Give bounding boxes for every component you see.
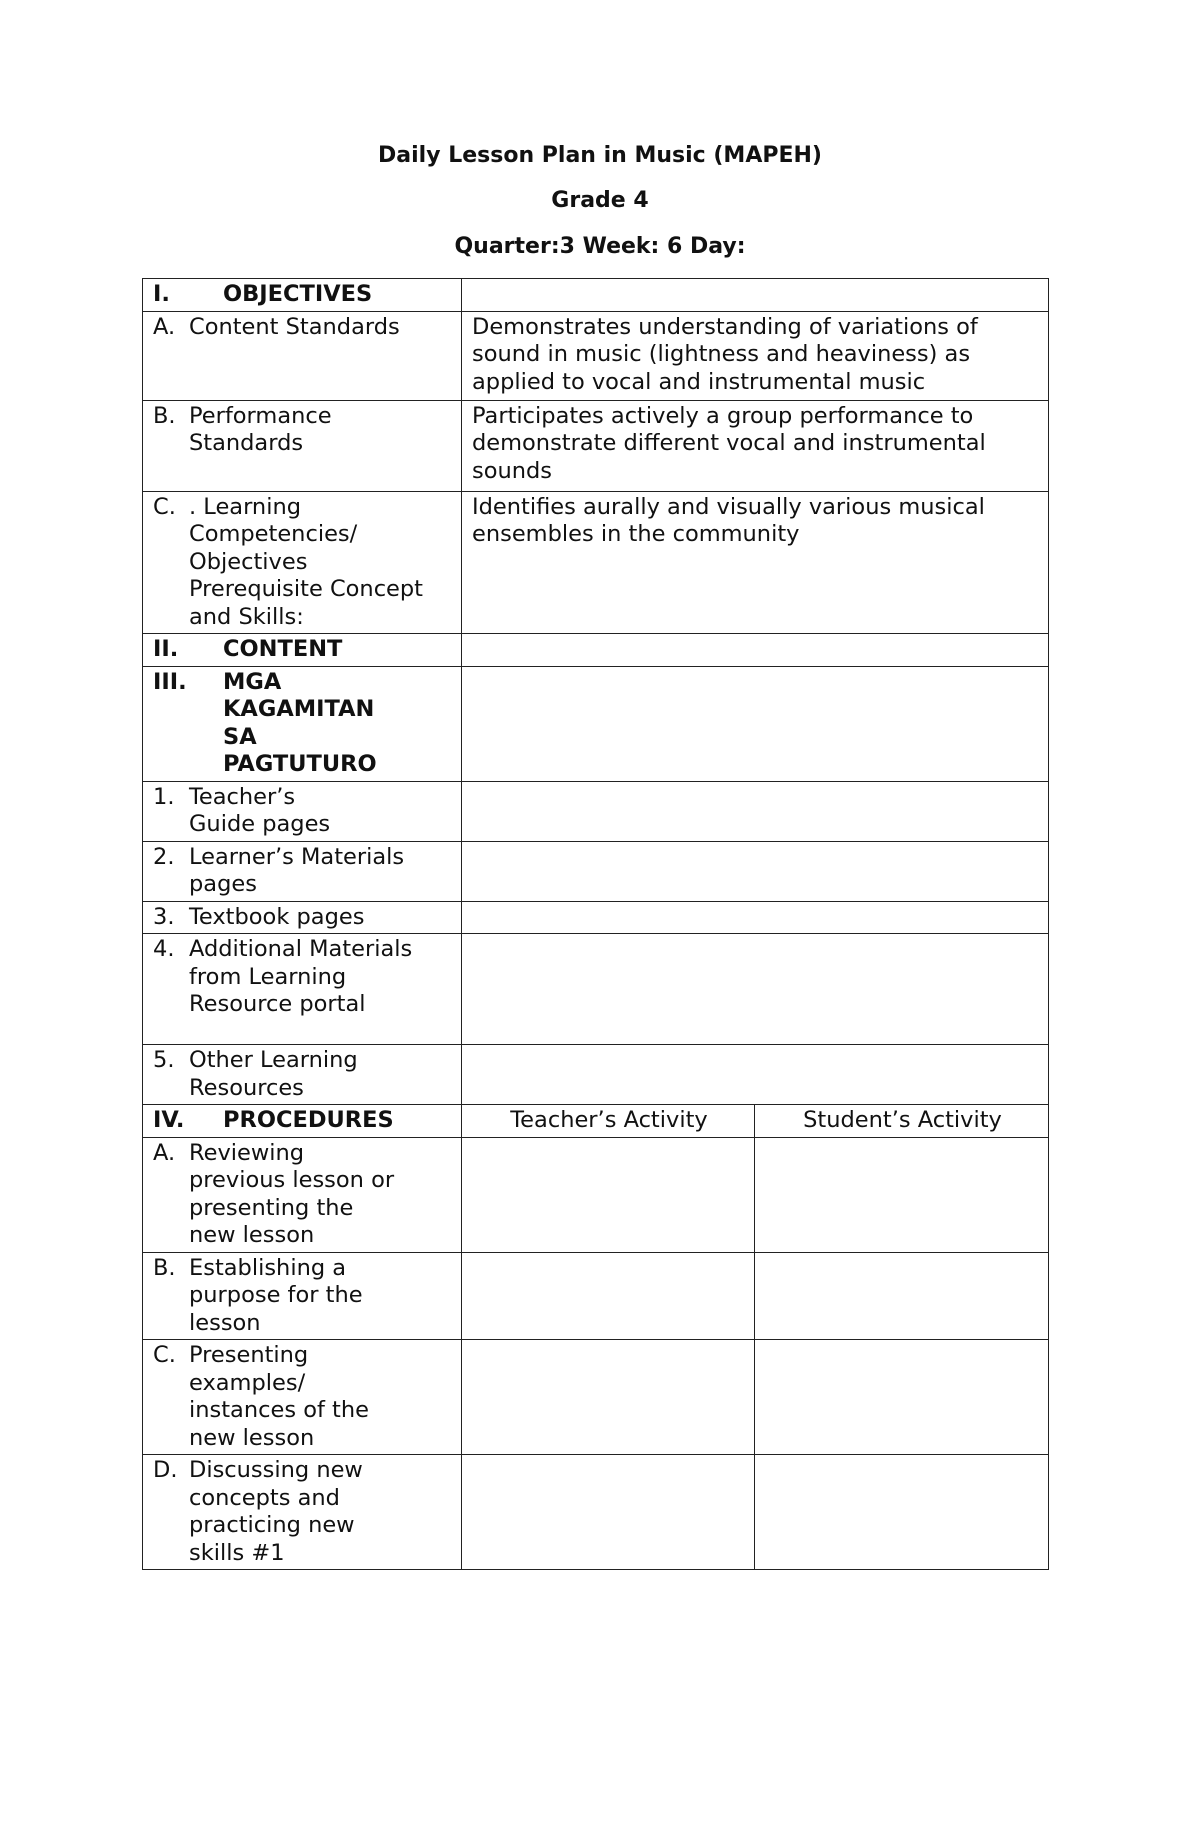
quarter-week-day: Quarter:3 Week: 6 Day: — [454, 234, 746, 259]
section-number: I. — [153, 281, 170, 307]
performance-standards-value: Participates actively a group performance to demonstrate different vocal and instrumental sounds — [462, 400, 1049, 491]
table-row — [143, 781, 1049, 841]
row-label-text: Discussing new concepts and practicing new skills #1 — [189, 1457, 363, 1566]
student-activity-cell — [755, 1252, 1049, 1340]
section-number: III. — [153, 668, 187, 695]
row-value — [462, 1045, 1049, 1105]
row-label — [143, 1340, 462, 1455]
teacher-activity-header: Teacher’s Activity — [462, 1105, 755, 1138]
materials-value — [462, 666, 1049, 781]
table-row — [143, 841, 1049, 901]
grade-label: Grade 4 — [551, 188, 649, 213]
section-number: IV. — [153, 1107, 185, 1133]
row-label-text: Establishing a purpose for the lesson — [189, 1254, 363, 1336]
row-label-text: Additional Materials from Learning Resource portal — [189, 936, 413, 1017]
row-number: B. — [153, 1254, 176, 1281]
section-content — [143, 634, 462, 667]
row-number: A. — [153, 313, 176, 340]
row-label — [143, 1252, 462, 1340]
row-label — [143, 1137, 462, 1252]
student-activity-cell — [755, 1340, 1049, 1455]
learning-competencies-value: Identifies aurally and visually various musical ensembles in the community — [462, 491, 1049, 634]
row-number: C. — [153, 1342, 176, 1368]
row-number: 1. — [153, 783, 175, 810]
row-number: C. — [153, 493, 176, 520]
row-label-text: Content Standards — [189, 313, 400, 340]
student-activity-cell — [755, 1455, 1049, 1570]
table-row — [143, 279, 1049, 312]
objectives-value — [462, 279, 1049, 312]
row-label — [143, 901, 462, 934]
row-label-text: Performance Standards — [189, 402, 332, 456]
table-row — [143, 491, 1049, 634]
row-number: 3. — [153, 903, 175, 930]
teacher-activity-cell — [462, 1137, 755, 1252]
row-number: A. — [153, 1139, 176, 1166]
row-label-text: Teacher’s Guide pages — [189, 783, 331, 837]
table-row — [143, 1252, 1049, 1340]
section-label: CONTENT — [223, 636, 343, 662]
table-row — [143, 1455, 1049, 1570]
lesson-plan-table — [142, 278, 1049, 1570]
table-row — [143, 666, 1049, 781]
row-label — [143, 841, 462, 901]
content-value — [462, 634, 1049, 667]
row-label-text: Learner’s Materials pages — [189, 843, 405, 897]
row-value — [462, 934, 1049, 1045]
section-label: OBJECTIVES — [223, 281, 373, 307]
row-label-text: Other Learning Resources — [189, 1047, 358, 1101]
section-objectives — [143, 279, 462, 312]
section-number: II. — [153, 636, 179, 662]
table-row — [143, 400, 1049, 491]
row-number: 2. — [153, 843, 175, 870]
row-value — [462, 841, 1049, 901]
row-value — [462, 901, 1049, 934]
row-label-text: . Learning Competencies/ Objectives Prerequisite Concept and Skills: — [189, 493, 424, 630]
row-label — [143, 781, 462, 841]
document-title: Daily Lesson Plan in Music (MAPEH) — [378, 143, 822, 168]
row-label — [143, 934, 462, 1045]
row-label — [143, 1045, 462, 1105]
row-label-text: Reviewing previous lesson or presenting the new lesson — [189, 1139, 395, 1248]
table-row — [143, 311, 1049, 400]
teacher-activity-cell — [462, 1455, 755, 1570]
content-standards-value: Demonstrates understanding of variations of sound in music (lightness and heaviness) as applied to vocal and instrumental music — [462, 311, 1049, 400]
student-activity-cell — [755, 1137, 1049, 1252]
table-row — [143, 1137, 1049, 1252]
teacher-activity-cell — [462, 1340, 755, 1455]
table-row — [143, 1045, 1049, 1105]
table-row — [143, 1340, 1049, 1455]
row-label — [143, 400, 462, 491]
student-activity-header: Student’s Activity — [755, 1105, 1049, 1138]
row-label-text: Textbook pages — [189, 903, 365, 930]
row-number: 4. — [153, 936, 175, 962]
row-number: B. — [153, 402, 176, 429]
row-label-text: Presenting examples/ instances of the new lesson — [189, 1342, 369, 1451]
table-row — [143, 934, 1049, 1045]
section-label: PROCEDURES — [223, 1107, 394, 1133]
row-number: 5. — [153, 1047, 175, 1073]
table-row — [143, 634, 1049, 667]
section-label: MGA KAGAMITAN SA PAGTUTURO — [223, 668, 377, 777]
section-procedures — [143, 1105, 462, 1138]
row-value — [462, 781, 1049, 841]
section-materials — [143, 666, 462, 781]
row-label — [143, 1455, 462, 1570]
row-label — [143, 491, 462, 634]
row-label — [143, 311, 462, 400]
table-row — [143, 901, 1049, 934]
row-number: D. — [153, 1457, 178, 1483]
table-row — [143, 1105, 1049, 1138]
teacher-activity-cell — [462, 1252, 755, 1340]
